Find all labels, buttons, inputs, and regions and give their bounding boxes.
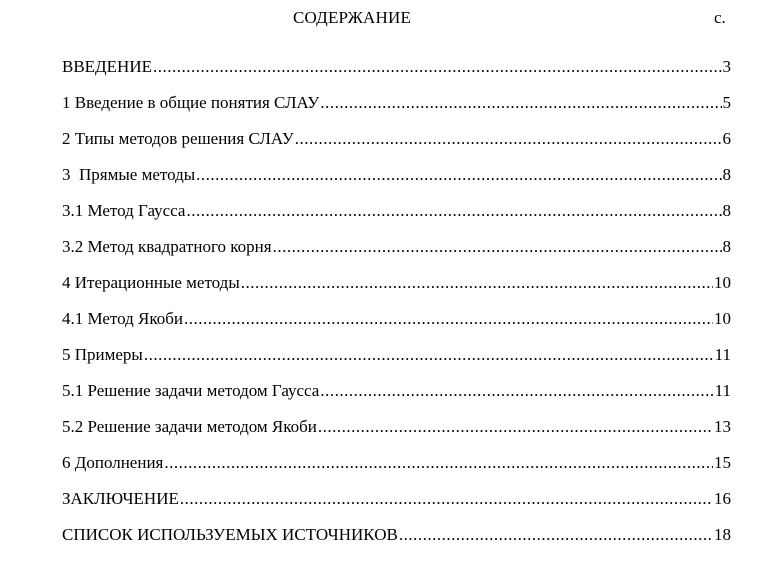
toc-entry-page-number: 13 [714, 417, 731, 436]
toc-entry-section-3-2[interactable] [62, 235, 731, 271]
toc-dot-leader [320, 91, 721, 115]
toc-entry-page-number: 15 [714, 453, 731, 472]
toc-dot-leader [320, 379, 713, 403]
toc-entry-label: 3.2 Метод квадратного корня [62, 237, 272, 256]
toc-entry-label: ВВЕДЕНИЕ [62, 57, 152, 76]
toc-entry-page-number: 8 [722, 237, 731, 256]
toc-page-column-label: с. [714, 8, 726, 27]
toc-entry-page-number: 8 [722, 165, 731, 184]
toc-dot-leader [196, 163, 721, 187]
toc-entry-label: 5.2 Решение задачи методом Якоби [62, 417, 317, 436]
toc-dot-leader [153, 55, 722, 79]
toc-dot-leader [318, 415, 713, 439]
toc-entry-references[interactable] [62, 523, 731, 559]
toc-dot-leader [164, 451, 713, 475]
toc-entry-section-3[interactable] [62, 163, 731, 199]
toc-dot-leader [186, 199, 721, 223]
toc-entry-section-5-1[interactable] [62, 379, 731, 415]
toc-dot-leader [241, 271, 713, 295]
toc-entry-label: 4 Итерационные методы [62, 273, 240, 292]
toc-list [62, 55, 731, 559]
toc-entry-label: ЗАКЛЮЧЕНИЕ [62, 489, 179, 508]
toc-entry-page-number: 11 [714, 381, 731, 400]
toc-entry-label: 6 Дополнения [62, 453, 164, 472]
toc-entry-page-number: 6 [722, 129, 731, 148]
toc-entry-label: СПИСОК ИСПОЛЬЗУЕМЫХ ИСТОЧНИКОВ [62, 525, 398, 544]
toc-entry-page-number: 10 [714, 309, 731, 328]
toc-dot-leader [144, 343, 714, 367]
toc-entry-section-4[interactable] [62, 271, 731, 307]
toc-entry-label: 4.1 Метод Якоби [62, 309, 184, 328]
toc-entry-label: 5.1 Решение задачи методом Гаусса [62, 381, 320, 400]
toc-entry-page-number: 5 [722, 93, 731, 112]
toc-entry-section-2[interactable] [62, 127, 731, 163]
toc-entry-label: 1 Введение в общие понятия СЛАУ [62, 93, 320, 112]
toc-entry-introduction[interactable] [62, 55, 731, 91]
toc-entry-section-5-2[interactable] [62, 415, 731, 451]
toc-title: СОДЕРЖАНИЕ [293, 8, 412, 27]
toc-header [0, 6, 773, 30]
toc-entry-section-3-1[interactable] [62, 199, 731, 235]
toc-entry-page-number: 8 [722, 201, 731, 220]
toc-entry-section-4-1[interactable] [62, 307, 731, 343]
toc-entry-page-number: 11 [714, 345, 731, 364]
toc-entry-section-1[interactable] [62, 91, 731, 127]
toc-entry-conclusion[interactable] [62, 487, 731, 523]
toc-entry-page-number: 10 [714, 273, 731, 292]
toc-entry-label: 5 Примеры [62, 345, 143, 364]
toc-dot-leader [273, 235, 722, 259]
toc-entry-page-number: 3 [722, 57, 731, 76]
toc-entry-label: 3.1 Метод Гаусса [62, 201, 186, 220]
toc-dot-leader [184, 307, 713, 331]
toc-entry-page-number: 18 [714, 525, 731, 544]
toc-entry-section-5[interactable] [62, 343, 731, 379]
toc-entry-page-number: 16 [714, 489, 731, 508]
toc-dot-leader [399, 523, 713, 547]
toc-dot-leader [295, 127, 722, 151]
toc-dot-leader [180, 487, 713, 511]
toc-entry-label: 3 Прямые методы [62, 165, 196, 184]
toc-entry-label: 2 Типы методов решения СЛАУ [62, 129, 294, 148]
toc-entry-section-6[interactable] [62, 451, 731, 487]
